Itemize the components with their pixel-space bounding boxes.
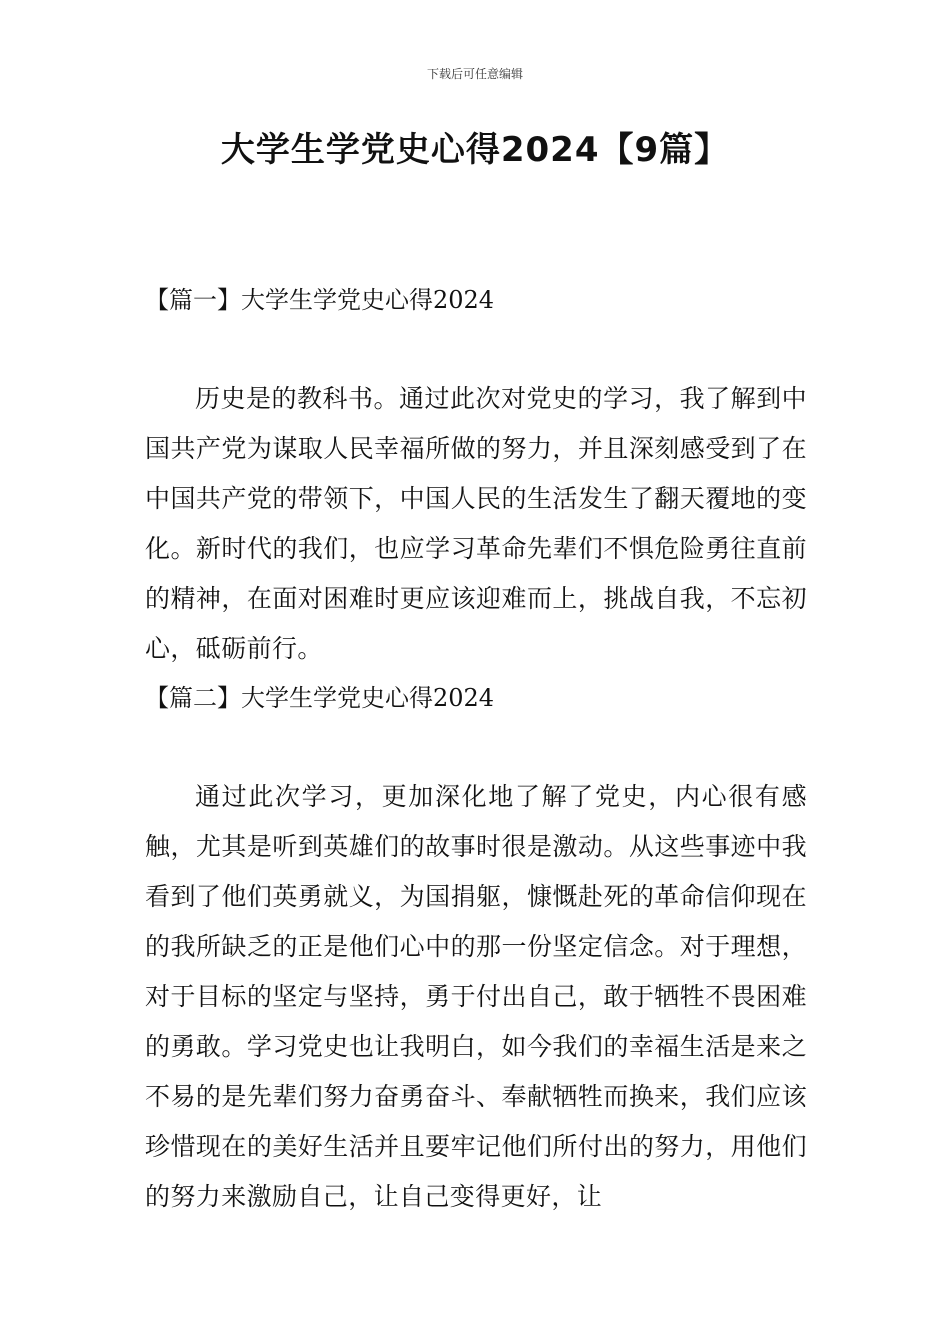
section-body-1: 历史是的教科书。通过此次对党史的学习，我了解到中国共产党为谋取人民幸福所做的努力，并且深刻感受到了在中国共产党的带领下，中国人民的生活发生了翻天覆地的变化。新时代的我们，也应学习革命先辈们不惧危险勇往直前的精神，在面对困难时更应该迎难而上，挑战自我，不忘初心，砥砺前行。 — [145, 384, 807, 663]
section-body-2: 通过此次学习，更加深化地了解了党史，内心很有感触，尤其是听到英雄们的故事时很是激动。从这些事迹中我看到了他们英勇就义，为国捐躯，慷慨赴死的革命信仰现在的我所缺乏的正是他们心中的那一份坚定信念。对于理想，对于目标的坚定与坚持，勇于付出自己，敢于牺牲不畏困难的勇敢。学习党史也让我明白，如今我们的幸福生活是来之不易的是先辈们努力奋勇奋斗、奉献牺牲而换来，我们应该珍惜现在的美好生活并且要牢记他们所付出的努力，用他们的努力来激励自己，让自己变得更好，让 — [145, 782, 807, 1211]
document-title: 大学生学党史心得2024【9篇】 — [220, 130, 730, 170]
section-heading-2: 【篇二】大学生学党史心得2024 — [145, 684, 495, 712]
page-header-note: 下载后可任意编辑 — [426, 67, 523, 81]
section-heading-1: 【篇一】大学生学党史心得2024 — [145, 286, 495, 314]
